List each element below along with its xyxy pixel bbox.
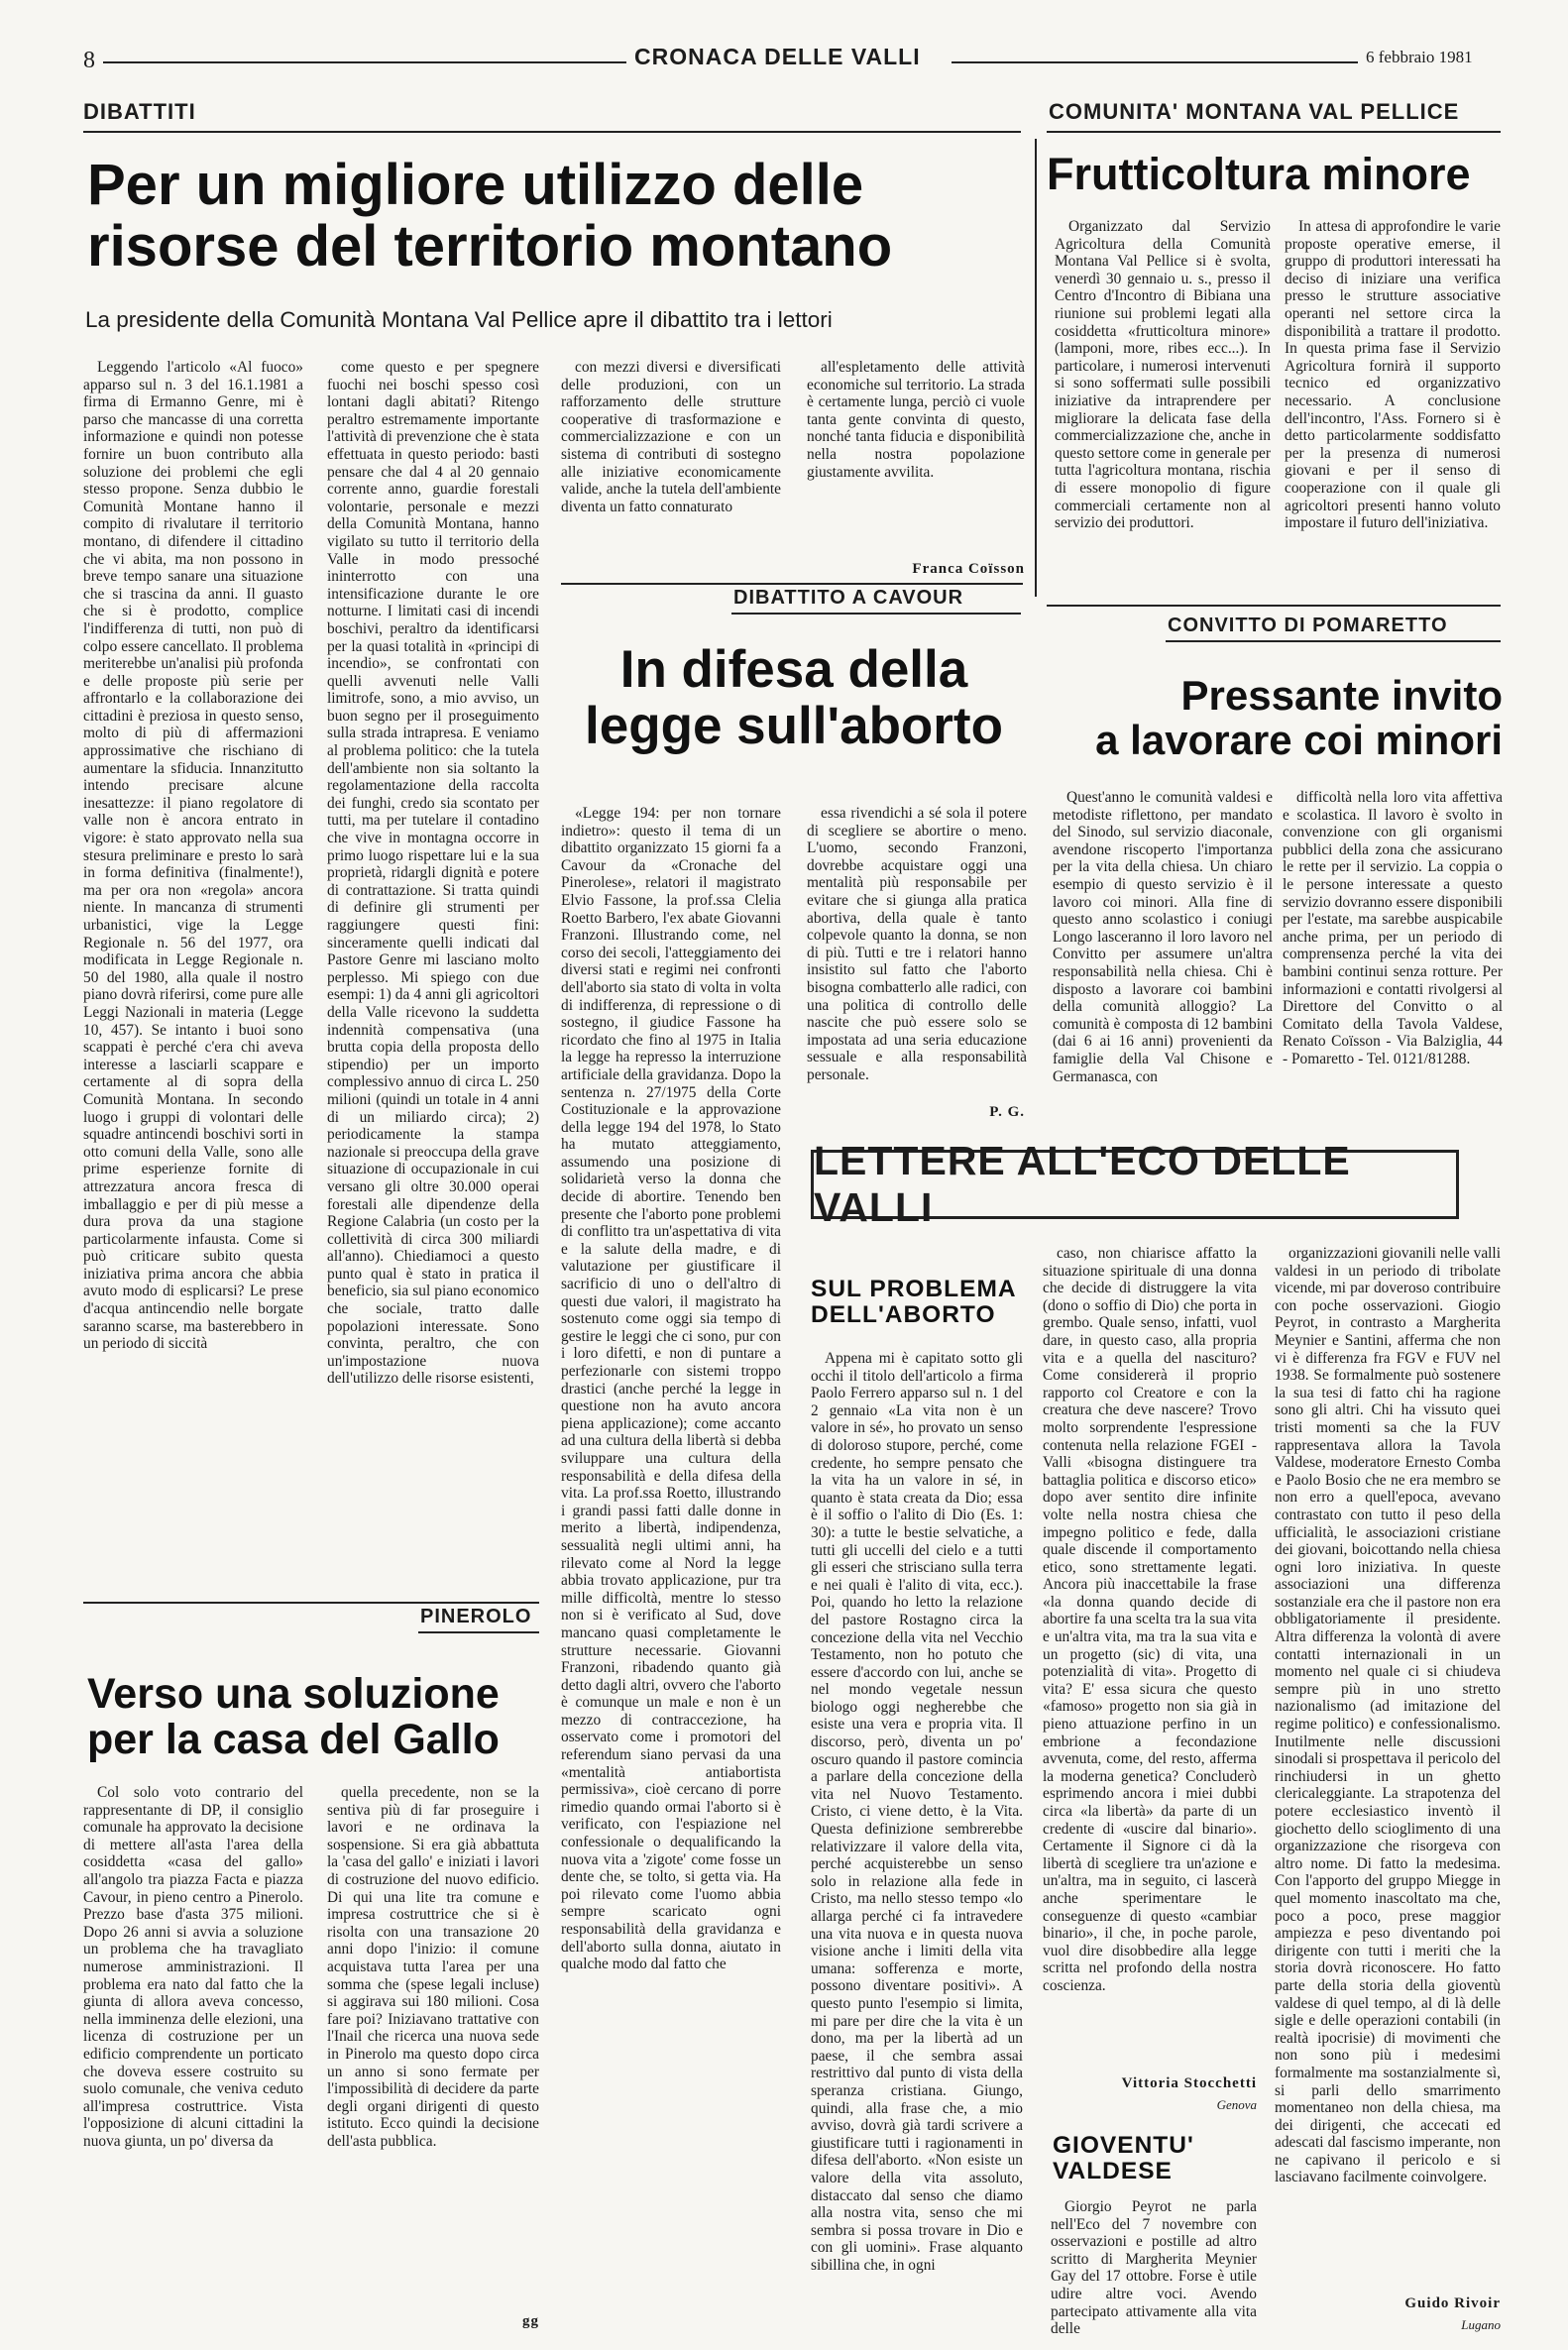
frutticoltura-column-1: Organizzato dal Servizio Agricoltura della Comunità Montana Val Pellice si è svolta, venerdì 30 gennaio u. s., presso il Centro d'Incontro di Bibiana una riunione sui problemi legati alla cosiddetta «frutticoltura minore» (lamponi, more, ribes ecc...). In particolare, i numerosi intervenuti si sono soffermati sulle possibili iniziative da intraprendere per migliorare la delicata fase della commercializzazione che, anche in questo settore come in generale per tutta l'agricoltura montana, rischia di essere monopolio di figure commerciali certamente non al servizio dei produttori. [1055,218,1271,532]
convitto-column-2: difficoltà nella loro vita affettiva e scolastica. Il lavoro è svolto in convenzione con gli organismi pubblici della zona che assicurano le rette per il servizio. La coppia o le persone interessate a questo servizio dovranno essere disponibili per l'estate, ma sarebbe auspicabile anche prima, per un periodo di comprensenza perché la vita dei bambini continui senza rotture. Per informazioni e contatti rivolgersi al Direttore del Convitto o al Comitato della Tavola Valdese, Renato Coïsson - Via Balziglia, 44 - Pomaretto - Tel. 0121/81288. [1283,789,1503,1067]
gallo-signature: gg [522,2313,539,2329]
column-divider-right [1035,139,1037,597]
main-article-signature: Franca Coïsson [912,561,1025,577]
convitto-kicker-rule [1166,640,1501,642]
masthead-rule-right [952,61,1358,63]
section-rule-right [1047,131,1501,133]
letter-gioventu-column-2: organizzazioni giovanili nelle valli valdesi in un periodo di tribolate vicende, mi par doveroso contribuire con poche osservazioni. Giogio Peyrot, in contrasto a Margherita Meynier e Santini, afferma che non vi è differenza fra FGV e FUV nel 1938. Se formalmente può sostenere la sua tesi di fatto chi ha ragione sono gli altri. Chi ha vissuto quei tristi momenti sa che la FUV rappresentava allora la Tavola Valdese, moderatore Ernesto Comba e Paolo Bosio che ne era membro se non erro a quell'epoca, avevano contrastato con tutto il peso della ufficialità, le associazioni cristiane dei giovani, boicottando nella chiesa ogni loro iniziativa. In queste associazioni una differenza sostanziale era che il pastore non era obbligatoriamente il presidente. Altra differenza la volontà di avere contatti internazionali in un momento nel quale ci si chiudeva sempre più in uno stretto nazionalismo (ad imitazione del regime politico) e confessionalismo. Inutilmente nelle discussioni sinodali si prospettava il pericolo del rinchiudersi in un ghetto clericaleggiante. La strapotenza del potere ecclesiastico inventò il giochetto dello scioglimento di una organizzazione che risorgeva con altro nome. Di fatto la medesima. Con l'apporto del gruppo Miegge in quel momento inascoltato ma che, poco a poco, prese maggior ampiezza e peso diventando poi dirigente con tutti i meriti che la storia dovrà riconoscere. Ho fatto parte della storia della gioventù valdese di quel tempo, al di là delle sigle e delle operazioni contabili (in realtà ipocrisie) di movimenti che non sono più i medesimi formalmente ma sostanzialmente sì, si parli dello smarrimento momentaneo non della chiesa, ma dei dirigenti, che accecati ed adescati dal fascismo imperante, non ne capivano il pericolo e si lasciavano facilmente coinvolgere. [1275,1245,1501,2186]
letter-aborto-signature: Vittoria Stocchetti [1121,2075,1257,2091]
section-rule-left [83,131,1021,133]
main-article-column-4: all'espletamento delle attività economiche sul territorio. La strada è certamente lunga, perciò ci vuole tanta gente convinta di questo, nonché tanta fiducia e disponibilità nella nostra popolazione giustamente avvilita. [807,359,1025,481]
section-label-dibattiti: DIBATTITI [83,99,196,124]
aborto-kicker: DIBATTITO A CAVOUR [733,587,964,609]
letter-aborto-column-1: Appena mi è capitato sotto gli occhi il titolo dell'articolo a firma Paolo Ferrero apparso sul n. 1 del 2 gennaio «La vita non è un valore in sé», ho provato un senso di doloroso stupore, perché, come credente, ho sempre pensato che la vita ha un valore in sé, in quanto è stata creata da Dio; essa è il soffio o l'alito di Dio (Es. 1: 30): a tutte le bestie selvatiche, a tutti gli uccelli del cielo e a tutti gli esseri che strisciano sulla terra e nei quali è l'alito di vita, ecc.). Poi, quando ho letto la relazione del pastore Rostagno circa la concezione della vita nel Vecchio Testamento, non ho potuto che essere d'accordo con lui, anche se nel mondo vegetale nessun biologo oggi negherebbe che esiste una vera e propria vita. Il discorso, però, diventa un po' oscuro quando il pastore comincia a parlare della concezione della vita nel Nuovo Testamento. Cristo, ci viene detto, è la Vita. Questa definizione sembrerebbe relativizzare il valore della vita, perché acquisterebbe un senso solo in relazione alla fede in Cristo, ma nello stesso tempo «lo allarga perché ci fa intravedere una vita nuova e in questa nuova visione anche i limiti della vita umana: sofferenza e morte, possono diventare positivi». A questo punto l'esempio si limita, mi pare per dire che la vita è un dono, ma per la libertà ad un paese, il che sembra assai restrittivo dal punto di vista della speranza cristiana. Giungo, quindi, alla frase che, a mio avviso, dovrà già tardi scrivere a giustificare tutti i ragionamenti in difesa dell'aborto. «Non esiste un valore della vita assoluto, distaccato dal senso che diamo alla nostra vita, senso che mi sembra si possa trovare in Dio e con gli uomini». Frase alquanto sibillina che, in ogni [811,1350,1023,2274]
main-article-column-3: con mezzi diversi e diversificati delle produzioni, con un rafforzamento delle strutture cooperative di trasformazione e commercializzazione e con un sistema di contributi di sostegno alle iniziative economicamente valide, anche la tutela dell'ambiente diventa un fatto connaturato [561,359,781,515]
publication-date: 6 febbraio 1981 [1366,48,1473,66]
aborto-kicker-rule [731,613,1021,615]
gallo-headline: Verso una soluzione per la casa del Gallo [87,1670,500,1763]
gallo-kicker-rule [418,1631,539,1633]
letter-gioventu-headline: GIOVENTU' VALDESE [1053,2132,1194,2185]
main-article-headline: Per un migliore utilizzo delle risorse del territorio montano [87,153,893,280]
convitto-headline: Pressante invito a lavorare coi minori [1095,672,1503,763]
convitto-column-1: Quest'anno le comunità valdesi e metodiste riflettono, per mandato del Sinodo, sul servizio diaconale, avendone riscoperto l'importanza per la vita della chiesa. Un chiaro esempio di questo servizio è il lavoro coi minori. Alla fine di questo anno scolastico i coniugi Longo lasceranno il loro lavoro nel Convitto per assumere un'altra responsabilità nella chiesa. Chi è disposto a lavorare coi bambini della comunità alloggio? La comunità è composta di 12 bambini (dai 6 ai 16 anni) provenienti da famiglie della Val Chisone e Germanasca, con [1053,789,1273,1085]
section-label-comunita-montana: COMUNITA' MONTANA VAL PELLICE [1049,99,1460,124]
aborto-column-1: «Legge 194: per non tornare indietro»: questo il tema di un dibattito organizzato 15 giorni fa a Cavour da «Cronache del Pinerolese», relatori il magistrato Elvio Fassone, la prof.ssa Clelia Roetto Barbero, l'ex abate Giovanni Franzoni. Illustrando come, nel corso dei secoli, l'atteggiamento dei diversi stati e regimi nei confronti dell'aborto sia stato di volta in volta di indifferenza, di repressione o di sostegno, il giudice Fassone ha ricordato che fino al 1975 in Italia la legge ha represso la interruzione artificiale della gravidanza. Dopo la sentenza n. 27/1975 della Corte Costituzionale e la approvazione della legge 194 del 1978, lo Stato ha mutato atteggiamento, assumendo una posizione di solidarietà verso la donna che decide di abortire. Tenendo ben presente che l'aborto pone problemi di conflitto tra un'aspettativa di vita e la salute della madre, e di valutazione per giustificare il sacrificio di uno o dell'altro di questi due valori, il magistrato ha sostenuto come oggi sia tempo di gestire le leggi che ci sono, pur con i loro difetti, e non di puntare a perfezionarle con sistemi troppo drastici (anche perché la legge in questione non ha avuto ancora piena applicazione); come accanto ad una cultura della libertà si debba sviluppare una cultura della responsabilità e della difesa della vita. La prof.ssa Roetto, illustrando i grandi passi fatti dalle donne in merito a libertà, indipendenza, sessualità negli ultimi anni, ha rilevato come al Nord la legge abbia trovato applicazione, pur tra mille difficoltà, mentre lo stesso non si è verificato al Sud, dove mancano quasi completamente le strutture necessarie. Giovanni Franzoni, ribadendo quanto già detto dagli altri, ovvero che l'aborto è comunque un male e non è un mezzo di contraccezione, ha osservato come i promotori del referendum siano pervasi da una «mentalità antiabortista permissiva», cioè cercano di porre rimedio quando ormai l'aborto si è verificato, con l'espiazione nel confessionale o dequalificando la nuova vita a 'zigote' come fosse un dente che, se tolto, si getta via. Ha poi rilevato come l'uomo abbia sempre scaricato ogni responsabilità della gravidanza e dell'aborto sulla donna, aiutato in qualche modo dal fatto che [561,805,781,1973]
gallo-top-rule [83,1602,539,1604]
aborto-signature: P. G. [989,1104,1025,1120]
aborto-column-2: essa rivendichi a sé sola il potere di scegliere se abortire o meno. L'uomo, secondo Franzoni, dovrebbe acquistare oggi una mentalità più responsabile per evitare che si giunga alla pratica abortiva, della quale è tanto colpevole quanto la donna, se non di più. Tutti e tre i relatori hanno insistito sul fatto che l'aborto bisogna combatterlo alle radici, con una politica di controllo delle nascite che può essere solo se impostata ad una seria educazione sessuale e alla responsabilità personale. [807,805,1027,1083]
letter-gioventu-signature: Guido Rivoir [1404,2295,1501,2311]
letters-banner: LETTERE ALL'ECO DELLE VALLI [811,1150,1459,1219]
gallo-column-1: Col solo voto contrario del rappresentante di DP, il consiglio comunale ha approvato la decisione di mettere all'asta l'area della cosiddetta «casa del gallo» all'angolo tra piazza Facta e piazza Cavour, in pieno centro a Pinerolo. Prezzo base d'asta 375 milioni. Dopo 26 anni si avvia a soluzione un problema che ha travagliato numerose amministrazioni. Il problema era nato dal fatto che la giunta di allora aveva concesso, nella imminenza delle elezioni, una licenza di costruzione per un edificio comprendente un porticato che doveva essere costruito su suolo comunale, che veniva ceduto all'impresa costruttrice. Vista l'opposizione di alcuni cittadini la nuova giunta, un po' diversa da [83,1784,303,2150]
masthead-rule-left [103,61,626,63]
convitto-kicker: CONVITTO DI POMARETTO [1168,615,1448,636]
page-number: 8 [83,48,95,73]
letter-gioventu-location: Lugano [1461,2317,1501,2332]
letter-aborto-location: Genova [1216,2097,1257,2112]
gallo-kicker: PINEROLO [420,1606,532,1627]
main-article-column-1: Leggendo l'articolo «Al fuoco» apparso sul n. 3 del 16.1.1981 a firma di Ermanno Genre, mi è parso che mancasse di una corretta informazione e quindi non potesse fornire un buon contributo alla soluzione dei problemi che egli stesso propone. Senza dubbio le Comunità Montane hanno il compito di rivalutare il territorio montano, di difendere il cittadino che vi abita, ma non possono in breve tempo sanare una situazione che si trascina da anni. Il guasto che si è prodotto, complice l'indifferenza di tutti, non può di colpo essere cancellato. Il problema meriterebbe un'analisi più profonda e delle proposte più serie per affrontarlo e la collaborazione dei cittadini è preziosa in questo senso, molto di più di affermazioni approssimative che rischiano di aumentare la sfiducia. Innanzitutto intendo precisare alcune inesattezze: il piano regolatore di valle non è ancora entrato in vigore: è stato approvato nella sua stesura preliminare e presto lo sarà in forma definitiva (finalmente!), ma per ora non «regola» ancora niente. In mancanza di strumenti urbanistici, vige la Legge Regionale n. 56 del 1977, ora modificata in Legge Regionale n. 50 del 1980, alla quale il nostro piano dovrà riferirsi, come pure alle Leggi Nazionali in materia (Legge 10, 457). Se intanto i buoi sono scappati è perché c'era chi aveva interesse a lasciarli scappare e certamente al di sopra della Comunità Montana. In secondo luogo i gruppi di volontari delle squadre antincendi boschivi sorti in otto comuni della Valle, sono alle prime esperienze fornite di attrezzatura ancora fresca di imballaggio e per di più messe a dura prova da una stagione particolarmente infausta. Come si può criticare subito questa iniziativa prima ancora che abbia avuto modo di esplicarsi? Le prese d'acqua antincendio nelle borgate saranno scarse, ma basterebbero in un periodo di siccità [83,359,303,1353]
newspaper-name: CRONACA DELLE VALLI [634,44,921,69]
frutticoltura-headline: Frutticoltura minore [1047,149,1471,199]
convitto-top-rule [1047,605,1501,607]
aborto-headline: In difesa della legge sull'aborto [585,640,1003,755]
main-article-subtitle: La presidente della Comunità Montana Val Pellice apre il dibattito tra i lettori [85,307,833,332]
letter-aborto-column-2: caso, non chiarisce affatto la situazione spirituale di una donna che decide di distruggere la vita (dono o soffio di Dio) che porta in grembo. Quale senso, infatti, vuol dare, in questo caso, alla propria vita e a quella del nascituro? Come considererà il proprio rapporto col Creatore e con la creatura che deve nascere? Trovo molto sorprendente l'espressione contenuta nella relazione FGEI - Valli «bisogna distinguere tra battaglia politica e discorso etico» dopo aver sentito dire infinite volte nella nostra chiesa che impegno politico e fede, dalla quale discende il comportamento etico, sono strettamente legati. Ancora più inaccettabile la frase «la donna quando decide di abortire fa una scelta tra la sua vita e un'altra vita, ma tra la sua vita e un progetto (sic) di vita, una potenzialità di vita». Progetto di vita? E' essa sicura che questo «famoso» progetto non sia già in pieno attuazione perfino in un embrione a fecondazione avvenuta, come, del resto, afferma la moderna genetica? Concluderò esprimendo ancora i miei dubbi circa «la libertà» da parte di un credente di «uscire dal binario». Certamente il Signore ci dà la libertà di scegliere tra un'azione e un'altra, ma in seguito, ci lascerà anche sperimentare le conseguenze di questo «cambiar binario», il che, in poche parole, vuol dire disobbedire alla legge scritta nel profondo della nostra coscienza. [1043,1245,1257,1994]
gallo-column-2: quella precedente, non se la sentiva più di far proseguire i lavori e ne ordinava la sospensione. Si era già abbattuta la 'casa del gallo' e iniziati i lavori di costruzione del nuovo edificio. Di qui una lite tra comune e impresa costruttrice che si è risolta con una transazione 20 anni dopo l'inizio: il comune acquistava tutta l'area per una somma che (spese legali incluse) si aggirava sui 180 milioni. Cosa fare poi? Iniziavano trattative con l'Inail che ricerca una nuova sede in Pinerolo ma questo dopo circa un anno si sono fermate per l'impossibilità di decidere da parte degli organi dirigenti di questo istituto. Ecco quindi la decisione dell'asta pubblica. [327,1784,539,2150]
main-article-column-2: come questo e per spegnere fuochi nei boschi spesso così lontani dagli abitati? Ritengo peraltro estremamente importante l'attività di prevenzione che è stata effettuata in questo periodo: basti pensare che dal 4 al 20 gennaio corrente anno, guardie forestali volontarie, personale e mezzi della Comunità Montana, hanno vigilato su tutto il territorio della Valle in modo pressoché ininterrotto con una intensificazione durante le ore notturne. I limitati casi di incendi boschivi, peraltro da identificarsi per la quasi totalità in «principi di incendio», se confrontati con quelli avvenuti nelle Valli limitrofe, sono, a mio avviso, un buon segno per il proseguimento sulla strada intrapresa. E veniamo al problema politico: che la tutela dell'ambiente non sia soltanto la regolamentazione della raccolta dei funghi, credo sia scontato per tutti, ma per tutelare il contadino che vive in montagna occorre in primo luogo rispettare lui e la sua proprietà, ridargli dignità e potere di contrattazione. Si tratta quindi di definire gli strumenti per raggiungere questi fini: sinceramente quelli indicati dal Pastore Genre mi lasciano molto perplesso. Mi spiego con due esempi: 1) da 4 anni gli agricoltori della Valle ricevono la suddetta indennità compensativa (una brutta copia della proposta dello stipendio) per un importo complessivo annuo di circa L. 250 milioni (quindi un totale in 4 anni di un miliardo circa); 2) periodicamente la stampa nazionale si preoccupa della grave situazione di occupazionale in cui versano gli oltre 30.000 operai forestali alle dipendenze della Regione Calabria (un costo per la collettività di circa 300 miliardi all'anno). Chiediamoci a questo punto qual è stato in pratica il beneficio, sia sul piano economico che sociale, tratto dalle popolazioni interessate. Sono convinta, peraltro, che con un'impostazione nuova dell'utilizzo delle risorse esistenti, [327,359,539,1388]
frutticoltura-column-2: In attesa di approfondire le varie proposte operative emerse, il gruppo di produttori interessati ha deciso di iniziare una verifica presso le strutture associative operanti nel settore circa la disponibilità a trattare il prodotto. In questa prima fase il Servizio Agricoltura fornirà il supporto tecnico ed organizzativo necessario. A conclusione dell'incontro, l'Ass. Fornero si è detto particolarmente soddisfatto per la presenza di numerosi giovani e per il senso di cooperazione con il quale gli agricoltori presenti hanno voluto impostare il futuro dell'iniziativa. [1285,218,1501,532]
letter-gioventu-column-1: Giorgio Peyrot ne parla nell'Eco del 7 novembre con osservazioni e postille ad altro scritto di Margherita Meynier Gay del 17 ottobre. Forse è utile udire altre voci. Avendo partecipato attivamente alla vita delle [1051,2198,1257,2338]
letter-aborto-headline: SUL PROBLEMA DELL'ABORTO [811,1276,1017,1329]
aborto-top-rule [561,583,1023,585]
